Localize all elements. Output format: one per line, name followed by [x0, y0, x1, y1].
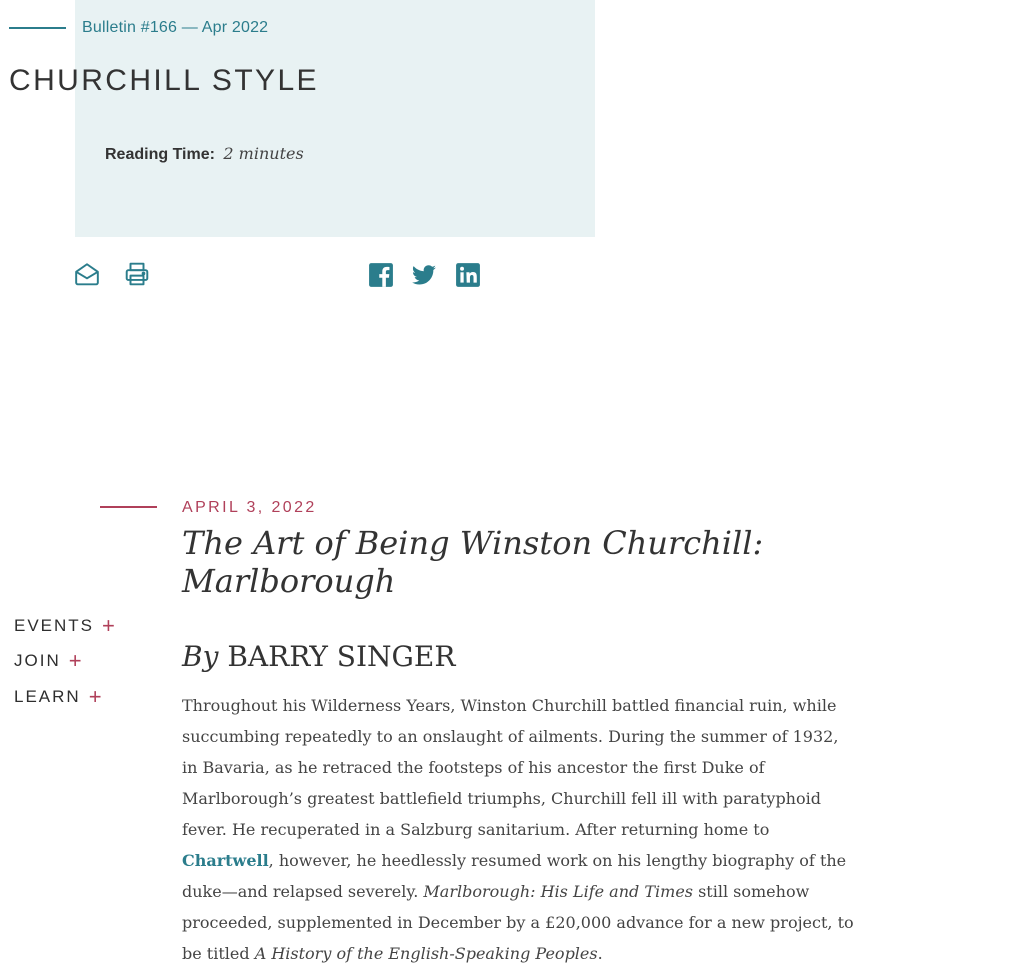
facebook-icon[interactable] [368, 262, 394, 288]
page-title: CHURCHILL STYLE [9, 64, 319, 97]
envelope-open-icon[interactable] [74, 261, 100, 287]
byline [182, 640, 455, 673]
bulletin-label[interactable]: Bulletin #166 — Apr 2022 [82, 19, 269, 36]
article-title: The Art of Being Winston Churchill: Marlborough [182, 524, 764, 600]
reading-time-value: 2 minutes [223, 144, 304, 163]
byline-prefix: By [182, 640, 219, 673]
nav-item-label: EVENTS [14, 615, 95, 635]
article-date: APRIL 3, 2022 [182, 499, 317, 516]
side-nav [14, 608, 115, 715]
body-text: Throughout his Wilderness Years, Winston Churchill battled financial ruin, while succumbing repeatedly to an onslaught of ailments. During the summer of 1932, in Bavaria, as he retraced the footsteps of his ancestor the first Duke of Marlborough’s greatest battlefield triumphs, Churchill fell ill with paratyphoid fever. He recuperated in a Salzburg sanitarium. After returning home to [182, 696, 839, 839]
chartwell-link[interactable]: Chartwell [182, 851, 269, 870]
nav-item-label: LEARN [14, 686, 81, 706]
book-title: A History of the English-Speaking Peoples [254, 944, 598, 963]
plus-icon: + [68, 648, 82, 674]
date-rule [100, 506, 157, 508]
body-text: . [597, 944, 603, 963]
bulletin-rule [9, 27, 66, 29]
nav-item-events[interactable] [14, 608, 115, 644]
article-body [182, 690, 854, 969]
plus-icon: + [88, 683, 102, 709]
body-text: still somehow proceeded, supplemented in December by a £20,000 advance for a new project, to be titled [182, 882, 854, 963]
linkedin-icon[interactable] [455, 262, 481, 288]
nav-item-label: JOIN [14, 651, 61, 671]
printer-icon[interactable] [124, 261, 150, 287]
reading-time [105, 144, 304, 164]
reading-time-label: Reading Time: [105, 146, 215, 163]
twitter-icon[interactable] [411, 262, 437, 288]
author-name: BARRY SINGER [227, 640, 456, 673]
book-title: Marlborough: His Life and Times [423, 882, 693, 901]
plus-icon: + [102, 612, 115, 638]
body-text: , however, he heedlessly resumed work on his lengthy biography of the duke—and relapsed severely. [182, 851, 847, 901]
nav-item-join[interactable] [14, 644, 115, 680]
nav-item-learn[interactable] [14, 679, 115, 715]
